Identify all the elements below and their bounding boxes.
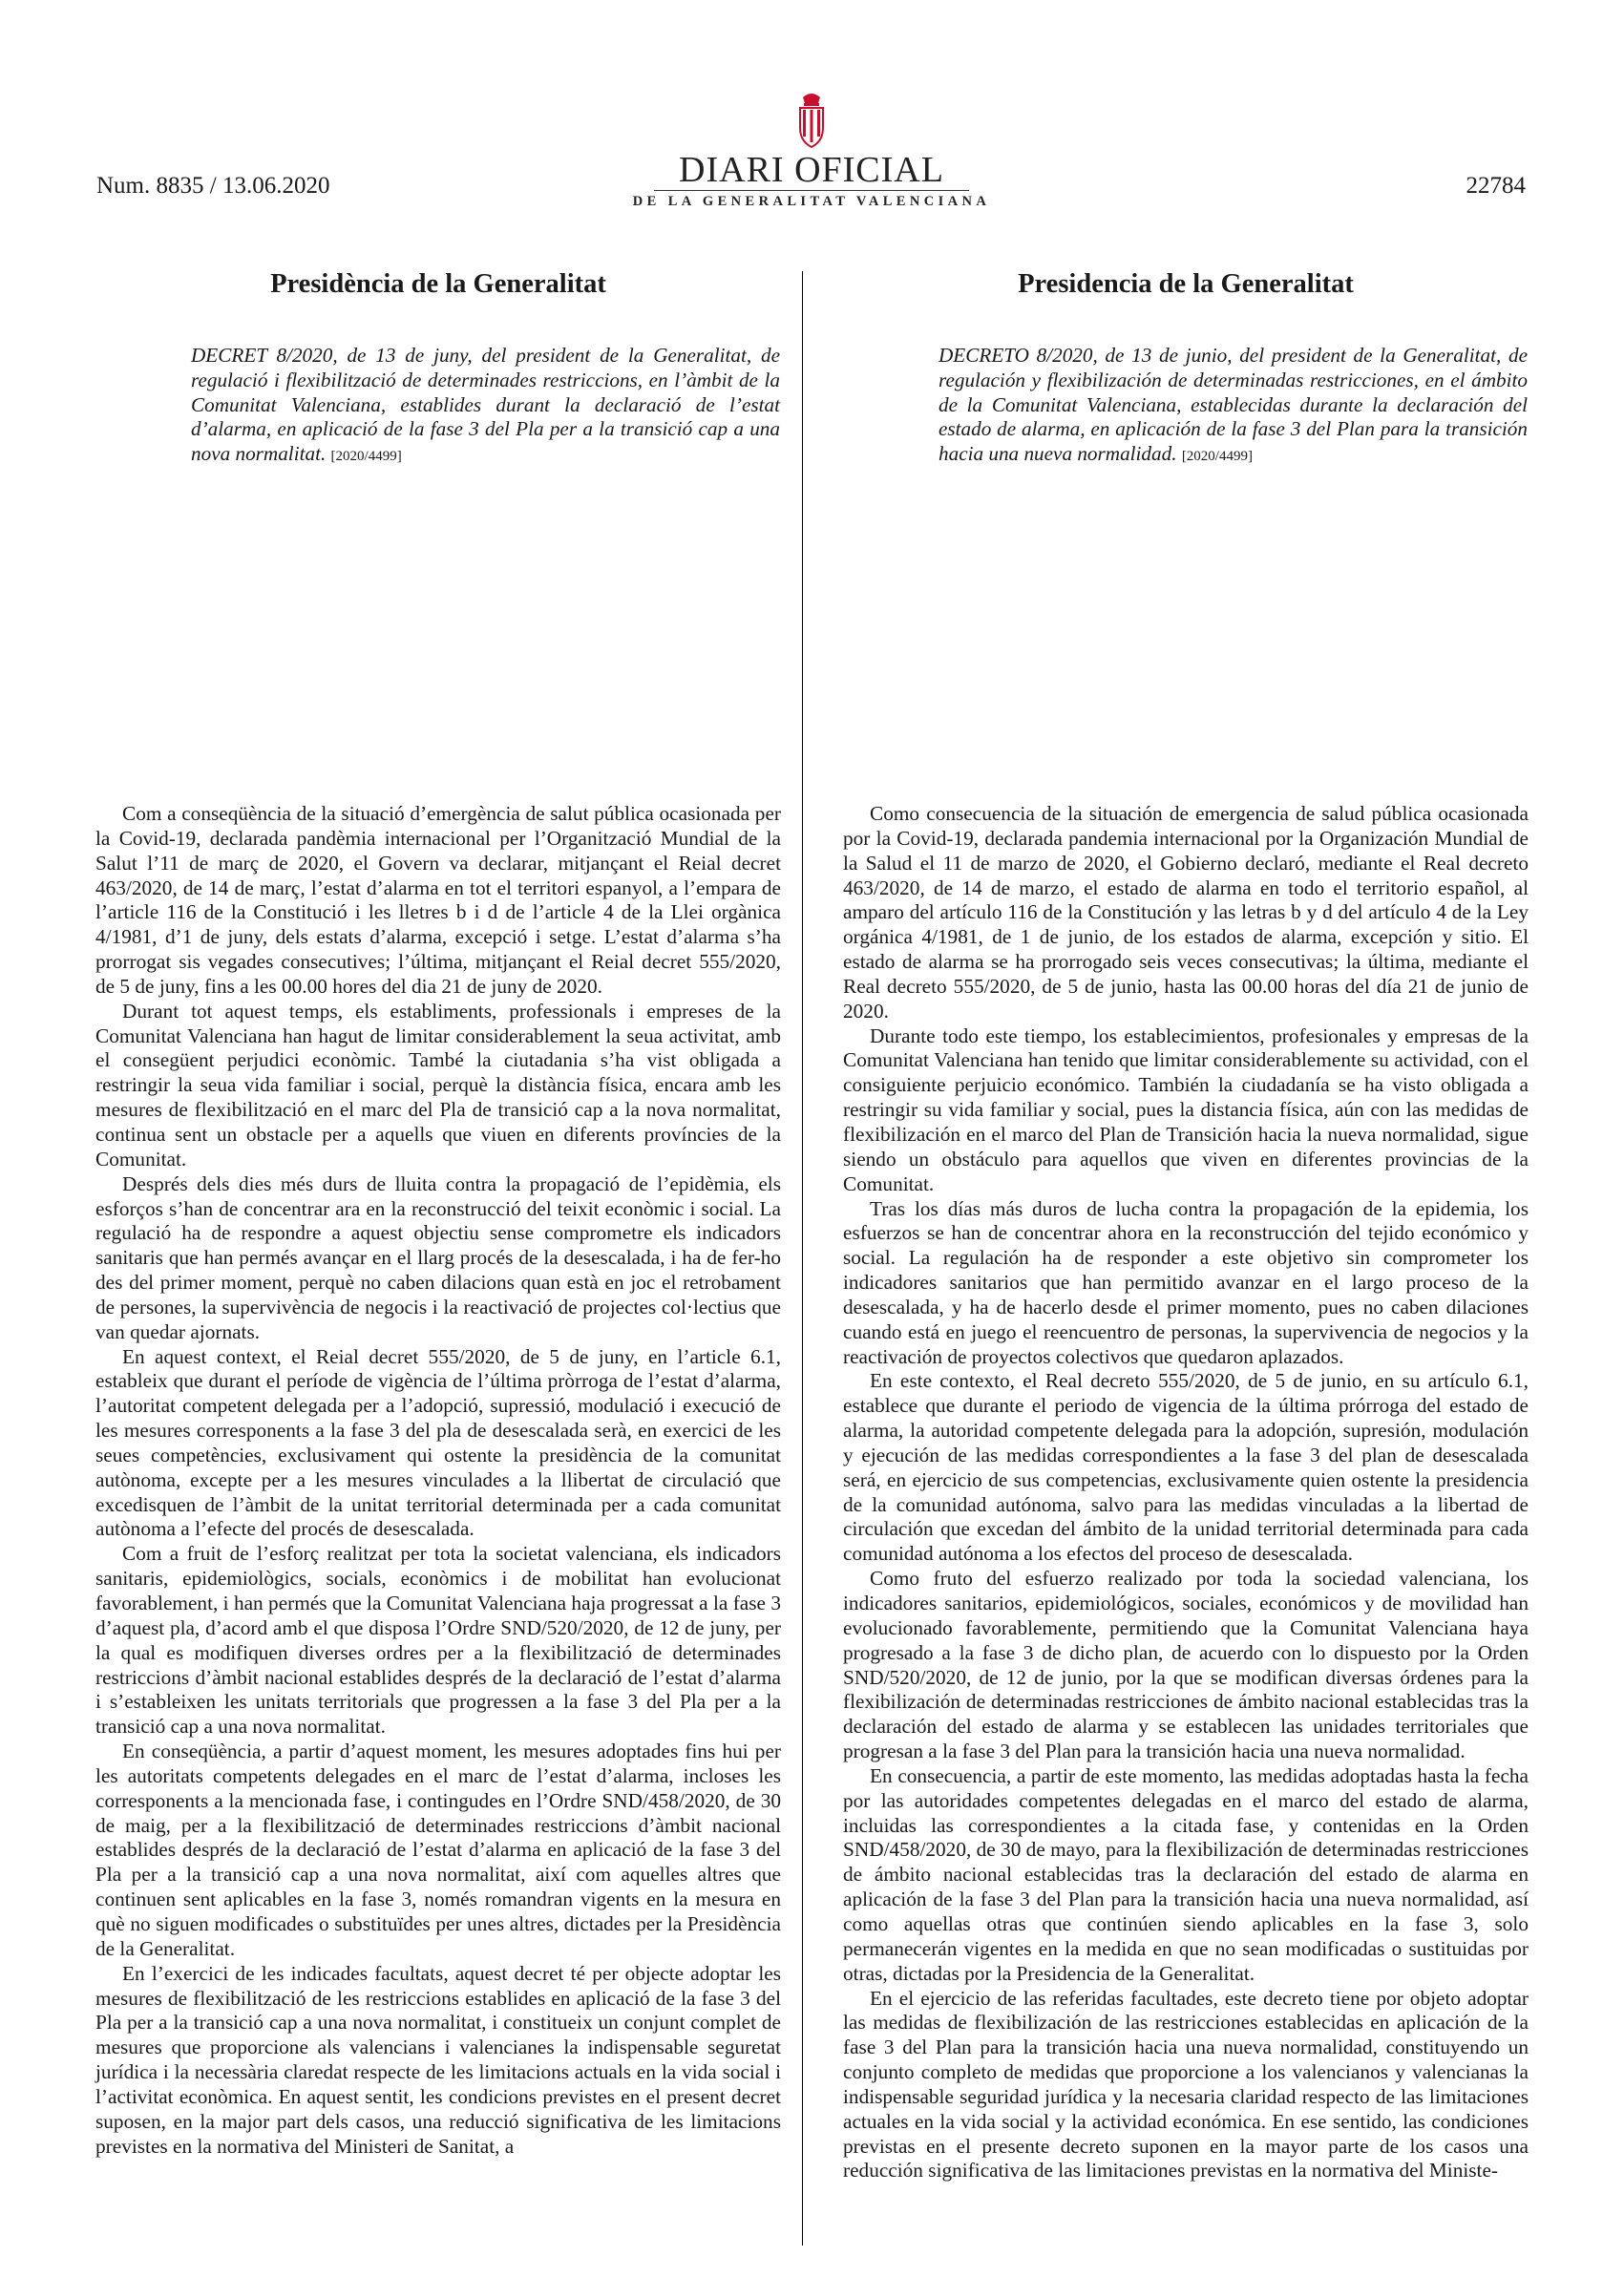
issue-number-date: Num. 8835 / 13.06.2020: [96, 173, 330, 199]
paragraph: Després dels dies més durs de lluita contra la propagació de l’epidèmia, els esforços s’han de concentrar ara en la reconstrucció del teixit econòmic i social. La regulació ha de respondre a aquest objectiu sense comprometre els indicadors sanitaris que han permés avançar en el llarg procés de la desescalada, i ha de fer-ho des del primer moment, perquè no caben dilacions quan està en joc el retrobament de persones, la supervivència de negocis i la reactivació de projectes col·lectius que van quedar ajornats.: [95, 1171, 781, 1343]
paragraph: Com a fruit de l’esforç realitzat per tota la societat valenciana, els indicadors sanitaris, epidemiològics, socials, econòmics i de mobilitat han evolucionat favorablement, i han permés que la Comunitat Valenciana haja progressat a la fase 3 d’aquest pla, d’acord amb el que disposa l’Ordre SND/520/2020, de 12 de juny, per la qual es modifiquen diverses ordres per a la flexibilització de determinades restriccions d’àmbit nacional establides després de la declaració de l’estat d’alarma i s’estableixen les unitats territorials que progressen a la fase 3 del Pla per a la transició cap a una nova normalitat.: [95, 1542, 781, 1739]
section-title-spanish: Presidencia de la Generalitat: [1018, 269, 1354, 299]
decree-abstract-text: DECRETO 8/2020, de 13 de junio, del president de la Generalitat, de regulación y flexibilización de determinadas restricciones, en el ámbito de la Comunitat Valenciana, establecidas durante la declaración del estado de alarma, en aplicación de la fase 3 del Plan para la transición hacia una nueva normalidad.: [939, 344, 1528, 466]
decree-abstract-spanish: [939, 344, 1528, 470]
paragraph: Com a conseqüència de la situació d’emergència de salut pública ocasionada per la Covid-19, declarada pandèmia internacional per l’Organització Mundial de la Salut l’11 de març de 2020, el Govern va declarar, mitjançant el Reial decret 463/2020, de 14 de març, l’estat d’alarma en tot el territori espanyol, a l’empara de l’article 116 de la Constitució i les lletres b i d de l’article 4 de la Llei orgànica 4/1981, d’1 de juny, dels estats d’alarma, excepció i setge. L’estat d’alarma s’ha prorrogat sis vegades consecutives; l’última, mitjançant el Reial decret 555/2020, de 5 de juny, fins a les 00.00 hores del dia 21 de juny de 2020.: [95, 802, 781, 998]
publication-subtitle: DE LA GENERALITAT VALENCIANA: [632, 194, 991, 209]
section-title-valencian: Presidència de la Generalitat: [270, 269, 606, 299]
spanish-column: [843, 267, 1529, 2183]
valencian-column: [95, 267, 781, 2158]
body-text-valencian: [95, 802, 781, 2159]
generalitat-seal-icon: [795, 92, 828, 149]
paragraph: Durant tot aquest temps, els establiments, professionals i empreses de la Comunitat Valenciana han hagut de limitar considerablement la seua activitat, amb el consegüent perjudici econòmic. També la ciutadania s’ha vist obligada a restringir la seua vida familiar i social, perquè la distància física, encara amb les mesures de flexibilització en el marc del Pla de transició cap a la nova normalitat, continua sent un obstacle per a aquells que viuen en diferents províncies de la Comunitat.: [95, 999, 781, 1171]
decree-reference: [2020/4499]: [1181, 449, 1253, 465]
column-divider: [802, 271, 803, 2246]
paragraph: Tras los días más duros de lucha contra la propagación de la epidemia, los esfuerzos se han de concentrar ahora en la reconstrucción del tejido económico y social. La regulación ha de responder a este objetivo sin comprometer los indicadores sanitarios que han permitido avanzar en el largo proceso de la desescalada, y ha de hacerlo desde el primer momento, pues no caben dilaciones cuando está en juego el reencuentro de personas, la supervivencia de negocios y la reactivación de proyectos colectivos que quedaron aplazados.: [843, 1196, 1529, 1368]
decree-reference: [2020/4499]: [330, 449, 402, 465]
decree-abstract-text: DECRET 8/2020, de 13 de juny, del president de la Generalitat, de regulació i flexibilització de determinades restriccions, en l’àmbit de la Comunitat Valenciana, establides durant la declaració de l’estat d’alarma, en aplicació de la fase 3 del Pla per a la transició cap a una nova normalitat.: [191, 344, 780, 466]
paragraph: En consecuencia, a partir de este momento, las medidas adoptadas hasta la fecha por las autoridades competentes delegadas en el marco del estado de alarma, incluidas las correspondientes a la citada fase, y contenidas en la Orden SND/458/2020, de 30 de mayo, para la flexibilización de determinadas restricciones de ámbito nacional establecidas tras la declaración del estado de alarma en aplicación de la fase 3 del Plan para la transición hacia una nueva normalidad, así como aquellas otras que continúen siendo aplicables en la fase 3, solo permanecerán vigentes en la medida en que no sean modificadas o sustituidas por otras, dictadas por la Presidencia de la Generalitat.: [843, 1763, 1529, 1985]
body-text-spanish: [843, 802, 1529, 2183]
masthead: [630, 92, 993, 210]
masthead-rule: [654, 190, 969, 191]
page-number: 22784: [1466, 173, 1526, 199]
paragraph: En l’exercici de les indicades facultats, aquest decret té per objecte adoptar les mesures de flexibilització de les restriccions establides en aplicació de la fase 3 del Pla per a la transició cap a una nova normalitat, i constitueix un conjunt complet de mesures que proporcione als valencians i valencianes la indispensable seguretat jurídica i la necessària claredat respecte de les limitacions actuals en la vida social i l’activitat econòmica. En aquest sentit, les condicions previstes en el present decret suposen, en la major part dels casos, una reducció significativa de les limitacions previstes en la normativa del Ministeri de Sanitat, a: [95, 1961, 781, 2158]
paragraph: En el ejercicio de las referidas facultades, este decreto tiene por objeto adoptar las medidas de flexibilización de las restricciones establecidas en aplicación de la fase 3 del Plan para la transición hacia una nueva normalidad, constituyendo un conjunto completo de medidas que proporcione a los valencianos y valencianas la indispensable seguridad jurídica y la necesaria claridad respecto de las limitaciones actuales en la vida social y la actividad económica. En ese sentido, las condiciones previstas en el presente decreto suponen en la mayor parte de los casos una reducción significativa de las limitaciones previstas en la normativa del Ministe-: [843, 1986, 1529, 2183]
paragraph: En conseqüència, a partir d’aquest moment, les mesures adoptades fins hui per les autoritats competents delegades en el marc de l’estat d’alarma, incloses les corresponents a la mencionada fase, i contingudes en l’Ordre SND/458/2020, de 30 de maig, per a la flexibilització de determinades restriccions d’àmbit nacional establides després de la declaració de l’estat d’alarma en aplicació de la fase 3 del Pla per a la transició cap a una nova normalitat, així com aquelles altres que continuen sent aplicables en la fase 3, només romandran vigents en la mesura en què no siguen modificades o substituïdes per unes altres, dictades per la Presidència de la Generalitat.: [95, 1740, 781, 1960]
decree-abstract-valencian: [191, 344, 780, 470]
paragraph: Como fruto del esfuerzo realizado por toda la sociedad valenciana, los indicadores sanitarios, epidemiológicos, sociales, económicos y de movilidad han evolucionado favorablemente, permitiendo que la Comunitat Valenciana haya progresado a la fase 3 de dicho plan, de acuerdo con lo dispuesto por la Orden SND/520/2020, de 12 de junio, por la que se modifican diversas órdenes para la flexibilización de determinadas restricciones de ámbito nacional establecidas tras la declaración del estado de alarma y se establecen las unidades territoriales que progresan a la fase 3 del Plan para la transición hacia una nueva normalidad.: [843, 1567, 1529, 1763]
paragraph: En este contexto, el Real decreto 555/2020, de 5 de junio, en su artículo 6.1, establece que durante el periodo de vigencia de la última prórroga del estado de alarma, la autoridad competente delegada para la adopción, supresión, modulación y ejecución de las medidas correspondientes a la fase 3 del plan de desescalada será, en ejercicio de sus competencias, exclusivamente quien ostente la presidencia de la comunidad autónoma, salvo para las medidas vinculadas a la libertad de circulación que excedan del ámbito de la unidad territorial determinada para cada comunidad autónoma a los efectos del proceso de desescalada.: [843, 1369, 1529, 1566]
paragraph: Durante todo este tiempo, los establecimientos, profesionales y empresas de la Comunitat Valenciana han tenido que limitar considerablemente su actividad, con el consiguiente perjuicio económico. También la ciudadanía se ha visto obligada a restringir su vida familiar y social, pues la distancia física, aún con las medidas de flexibilización en el marco del Plan de Transición hacia la nueva normalidad, sigue siendo un obstáculo para aquellos que viven en diferentes provincias de la Comunitat.: [843, 1023, 1529, 1195]
publication-title: DIARI OFICIAL: [679, 150, 944, 190]
paragraph: Como consecuencia de la situación de emergencia de salud pública ocasionada por la Covid-19, declarada pandemia internacional por la Organización Mundial de la Salud el 11 de marzo de 2020, el Gobierno declaró, mediante el Real decreto 463/2020, de 14 de marzo, el estado de alarma en todo el territorio español, al amparo del artículo 116 de la Constitución y las letras b y d del artículo 4 de la Ley orgánica 4/1981, de 1 de junio, de los estados de alarma, excepción y sitio. El estado de alarma se ha prorrogado seis veces consecutivas; la última, mediante el Real decreto 555/2020, de 5 de junio, hasta las 00.00 horas del día 21 de junio de 2020.: [843, 802, 1529, 1023]
paragraph: En aquest context, el Reial decret 555/2020, de 5 de juny, en l’article 6.1, estableix que durant el període de vigència de l’última pròrroga de l’estat d’alarma, l’autoritat competent delegada per a l’adopció, supressió, modulació i execució de les mesures corresponents a la fase 3 del pla de desescalada serà, en exercici de les seues competències, exclusivament qui ostente la presidència de la comunitat autònoma, excepte per a les mesures vinculades a la llibertat de circulació que excedisquen de l’àmbit de la unitat territorial determinada per a cada comunitat autònoma a l’efecte del procés de desescalada.: [95, 1344, 781, 1541]
